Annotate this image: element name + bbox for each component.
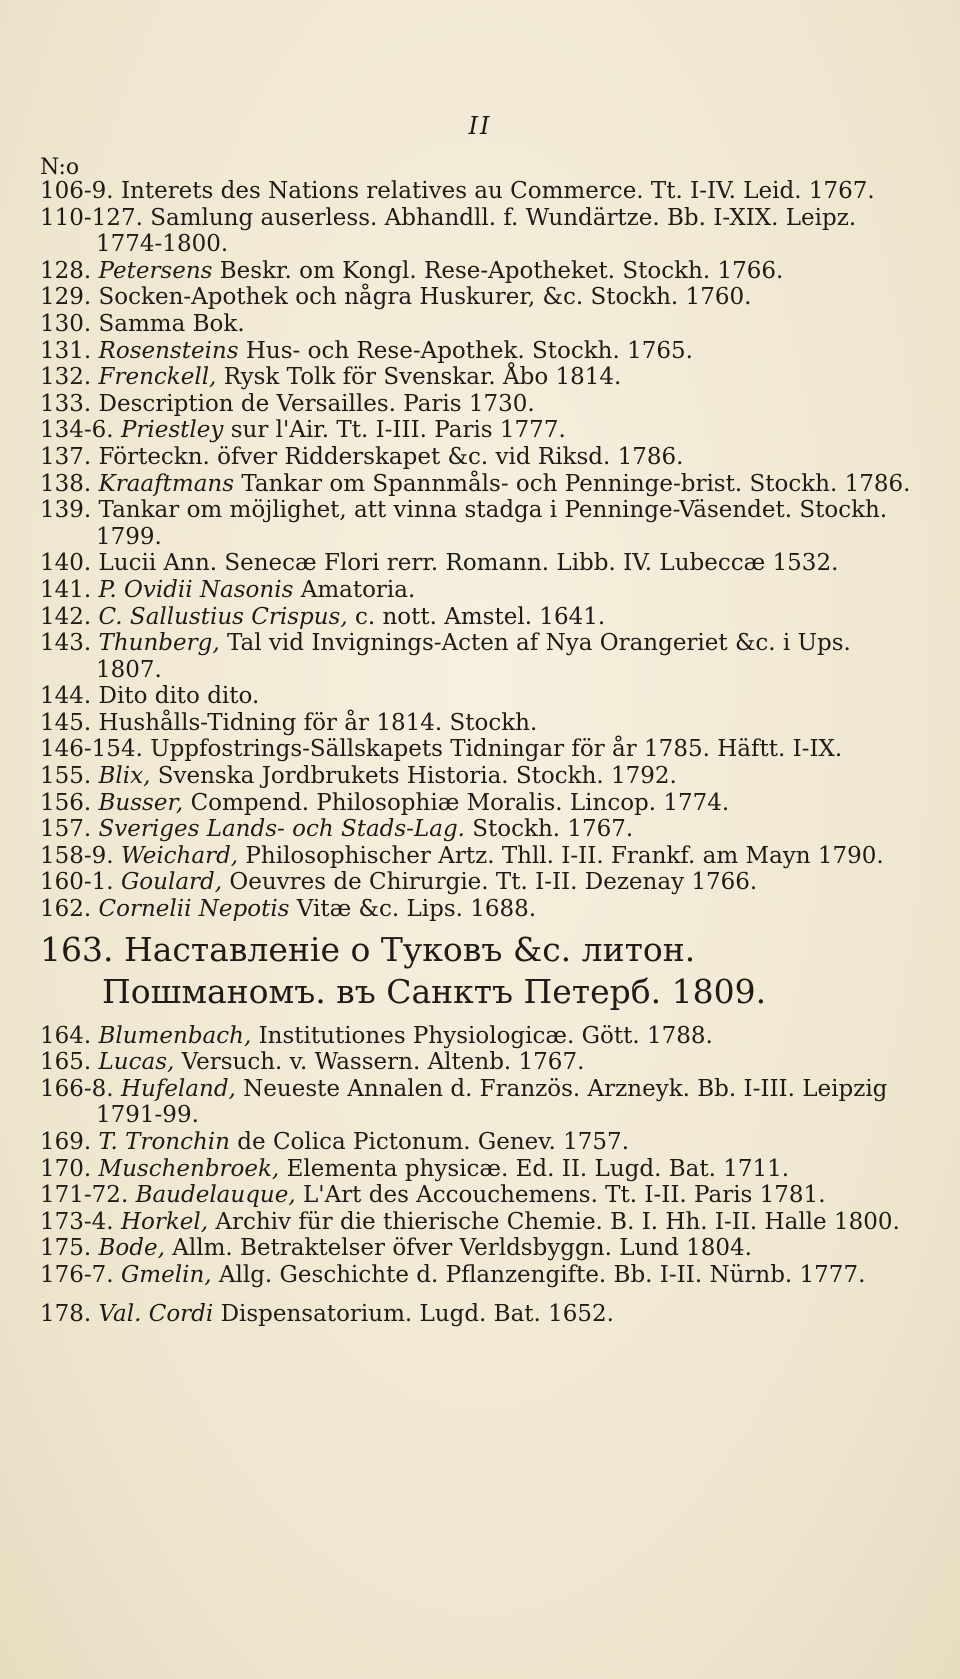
entry-number: 132. (40, 364, 92, 391)
entry-number: 142. (40, 603, 92, 630)
entry-text: Förteckn. öfver Ridderskapet &c. vid Riksd. 1786. (98, 443, 684, 470)
entry-number: 165. (40, 1049, 92, 1076)
list-item (40, 550, 920, 577)
entry-number: 166-8. (40, 1075, 114, 1102)
entry-text: Tal vid Invignings-Acten af Nya Orangeriet &c. i Ups. 1807. (96, 630, 851, 683)
entry-author: Petersens (98, 257, 213, 284)
entry-author: Baudelauque, (135, 1182, 296, 1209)
entry-text: Dispensatorium. Lugd. Bat. 1652. (220, 1300, 614, 1327)
entry-text: Uppfostrings-Sällskapets Tidningar för år 1785. Häftt. I-IX. (150, 736, 843, 763)
entry-number: 129. (40, 284, 92, 311)
entry-number: 160-1. (40, 869, 114, 896)
entry-number: 157. (40, 816, 92, 843)
list-item (40, 471, 920, 498)
entry-author: Blix, (98, 763, 151, 790)
entry-number: 141. (40, 576, 92, 603)
entry-text: Наставленіе о Туковъ &c. литон. Пошманомъ. въ Санктъ Петерб. 1809. (102, 929, 767, 1011)
entry-text: Philosophischer Artz. Thll. I-II. Frankf. am Mayn 1790. (245, 842, 884, 869)
entry-text: Neueste Annalen d. Französ. Arzneyk. Bb. I-III. Leipzig 1791-99. (96, 1075, 888, 1129)
entry-text: Elementa physicæ. Ed. II. Lugd. Bat. 1711. (286, 1155, 790, 1182)
entry-text: Beskr. om Kongl. Rese-Apotheket. Stockh. 1766. (219, 257, 784, 284)
entry-text: Stockh. 1767. (472, 816, 634, 843)
list-item (40, 497, 920, 550)
entry-text: Hushålls-Tidning för år 1814. Stockh. (98, 709, 538, 736)
list-item (40, 391, 920, 418)
entry-author: P. Ovidii Nasonis (98, 576, 294, 603)
entry-text: Lucii Ann. Senecæ Flori rerr. Romann. Libb. IV. Lubeccæ 1532. (98, 550, 839, 577)
entry-author: Gmelin, (120, 1261, 212, 1288)
entry-number: 137. (40, 443, 92, 470)
entry-number: 140. (40, 550, 92, 577)
list-item (40, 311, 920, 338)
list-item (40, 630, 920, 683)
entry-text: Svenska Jordbrukets Historia. Stockh. 1792. (157, 763, 677, 790)
list-item (40, 284, 920, 311)
catalog-list (40, 178, 920, 1327)
entry-author: T. Tronchin (98, 1129, 230, 1155)
list-item (40, 178, 920, 205)
entry-number: 134-6. (40, 417, 114, 444)
entry-number: 156. (40, 789, 92, 816)
entry-number: 158-9. (40, 842, 114, 869)
entry-number: 175. (40, 1235, 92, 1262)
entry-text: c. nott. Amstel. 1641. (354, 603, 606, 630)
list-item (40, 364, 920, 391)
list-item (40, 1129, 920, 1156)
entry-number: 164. (40, 1022, 92, 1049)
entry-number: 130. (40, 310, 92, 337)
entry-text: Allg. Geschichte d. Pflanzengifte. Bb. I-II. Nürnb. 1777. (218, 1261, 866, 1288)
entry-number: 144. (40, 683, 92, 710)
entry-author: Thunberg, (98, 630, 220, 657)
entry-author: Cornelii Nepotis (98, 896, 290, 923)
entry-author: Rosensteins (98, 337, 239, 364)
list-item (40, 710, 920, 737)
entry-number: 173-4. (40, 1208, 114, 1235)
list-item (40, 1182, 920, 1209)
entry-number: 178. (40, 1300, 92, 1327)
entry-number: 155. (40, 763, 92, 790)
list-item (40, 843, 920, 870)
entry-author: Lucas, (98, 1049, 175, 1076)
entry-text: Allm. Betraktelser öfver Verldsbyggn. Lund 1804. (172, 1235, 752, 1262)
entry-author: Muschenbroek, (98, 1155, 280, 1182)
entry-author: Frenckell, (98, 364, 217, 391)
entry-number: 162. (40, 896, 92, 923)
list-item (40, 896, 920, 923)
list-item (40, 258, 920, 285)
entry-number: 170. (40, 1155, 92, 1182)
entry-text: Socken-Apothek och några Huskurer, &c. Stockh. 1760. (98, 284, 752, 311)
list-item (40, 577, 920, 604)
entry-author: Kraaftmans (98, 470, 235, 497)
entry-number: 110-127. (40, 204, 143, 231)
list-item (40, 683, 920, 710)
entry-number: 146-154. (40, 736, 143, 763)
entry-text: Description de Versailles. Paris 1730. (98, 390, 535, 417)
list-item (40, 604, 920, 631)
list-item (40, 444, 920, 471)
entry-author: Bode, (98, 1235, 165, 1262)
list-item (40, 417, 920, 444)
entry-text: Institutiones Physiologicæ. Gött. 1788. (258, 1022, 713, 1049)
entry-number: 169. (40, 1129, 92, 1155)
entry-text: Archiv für die thierische Chemie. B. I. Hh. I-II. Halle 1800. (215, 1208, 900, 1235)
list-item (40, 790, 920, 817)
entry-text: Rysk Tolk för Svenskar. Åbo 1814. (223, 364, 622, 391)
entry-author: Val. Cordi (98, 1300, 214, 1327)
entry-text: sur l'Air. Tt. I-III. Paris 1777. (230, 417, 566, 444)
list-item (40, 1156, 920, 1183)
entry-number: 133. (40, 390, 92, 417)
entry-text: Interets des Nations relatives au Commerce. Tt. I-IV. Leid. 1767. (120, 178, 875, 204)
entry-text: Compend. Philosophiæ Moralis. Lincop. 1774. (190, 789, 730, 816)
entry-text: Samlung auserless. Abhandll. f. Wundärtze. Bb. I-XIX. Leipz. 1774-1800. (96, 204, 857, 258)
list-item (40, 1301, 920, 1328)
entry-number: 139. (40, 497, 92, 524)
number-column-heading: N:o (40, 155, 80, 180)
list-item (40, 1262, 920, 1289)
entry-number: 163. (40, 929, 114, 969)
entry-text: de Colica Pictonum. Genev. 1757. (237, 1129, 630, 1155)
entry-author: Horkel, (120, 1208, 209, 1235)
entry-text: Amatoria. (300, 576, 416, 603)
entry-text: Samma Bok. (98, 310, 245, 337)
entry-author: C. Sallustius Crispus, (98, 603, 348, 630)
list-item (40, 1209, 920, 1236)
entry-text: Versuch. v. Wassern. Altenb. 1767. (181, 1049, 585, 1076)
list-item (40, 816, 920, 843)
entry-author: Sveriges Lands- och Stads-Lag. (98, 816, 465, 843)
entry-author: Priestley (120, 417, 224, 444)
list-item (40, 338, 920, 365)
entry-number: 128. (40, 257, 92, 284)
page-number: II (468, 112, 492, 140)
list-item (40, 736, 920, 763)
list-item (40, 763, 920, 790)
list-item (40, 1076, 920, 1129)
list-item (40, 1023, 920, 1050)
entry-author: Busser, (98, 789, 184, 816)
list-item (40, 1049, 920, 1076)
entry-number: 143. (40, 630, 92, 657)
entry-author: Weichard, (120, 842, 239, 869)
entry-author: Goulard, (120, 869, 223, 896)
entry-author: Hufeland, (120, 1075, 236, 1102)
list-item (40, 1235, 920, 1262)
list-item (40, 205, 920, 258)
list-item (40, 869, 920, 896)
list-item (40, 929, 920, 1013)
entry-text: Tankar om Spannmåls- och Penninge-brist. Stockh. 1786. (241, 470, 911, 497)
entry-text: L'Art des Accouchemens. Tt. I-II. Paris 1781. (302, 1182, 826, 1209)
entry-number: 145. (40, 709, 92, 736)
entry-number: 131. (40, 337, 92, 364)
entry-text: Dito dito dito. (98, 683, 260, 710)
entry-author: Blumenbach, (98, 1022, 252, 1049)
entry-number: 171-72. (40, 1182, 129, 1209)
entry-number: 176-7. (40, 1261, 114, 1288)
entry-text: Hus- och Rese-Apothek. Stockh. 1765. (245, 337, 693, 364)
entry-number: 106-9. (40, 178, 114, 204)
entry-text: Oeuvres de Chirurgie. Tt. I-II. Dezenay 1766. (229, 869, 758, 896)
entry-number: 138. (40, 470, 92, 497)
entry-text: Vitæ &c. Lips. 1688. (296, 896, 537, 923)
entry-text: Tankar om möjlighet, att vinna stadga i Penninge-Väsendet. Stockh. 1799. (96, 497, 888, 550)
